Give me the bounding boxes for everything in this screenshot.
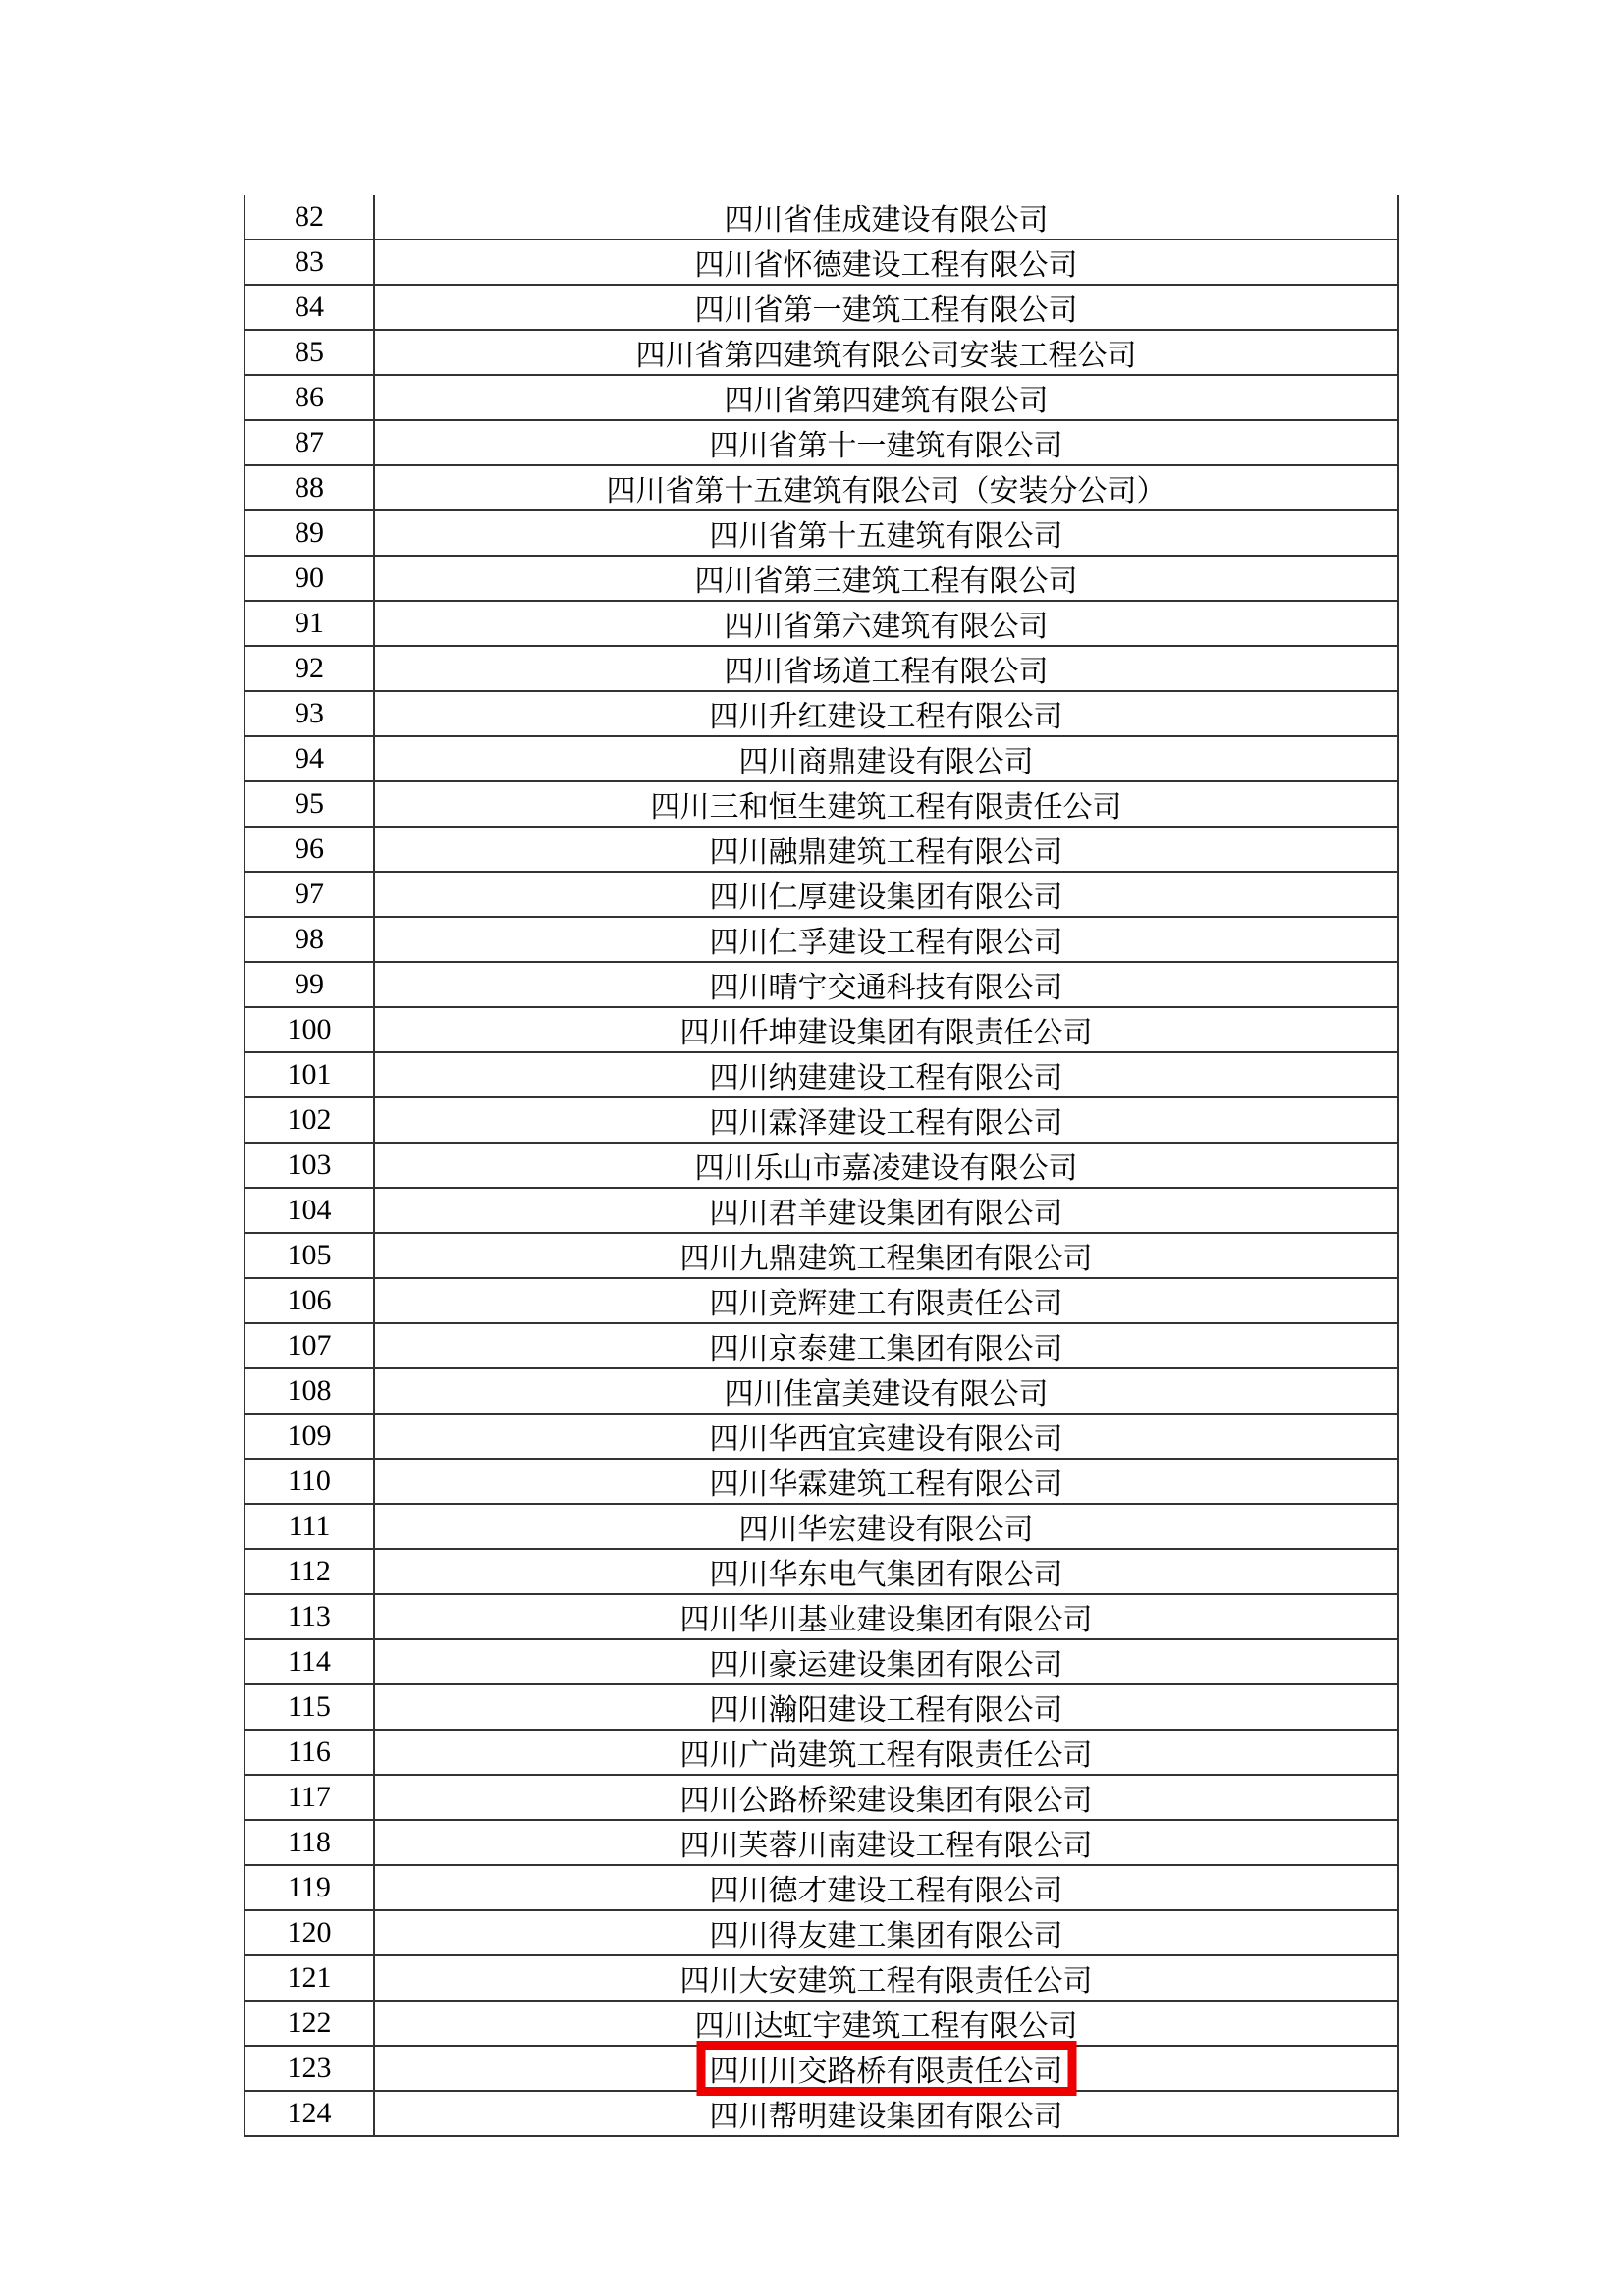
row-number-cell: 111	[244, 1505, 375, 1548]
company-name-text: 四川三和恒生建筑工程有限责任公司	[650, 791, 1122, 824]
row-number-cell: 100	[244, 1008, 375, 1051]
company-name-cell	[375, 602, 1399, 645]
table-row	[244, 1685, 1399, 1731]
row-number-cell: 84	[244, 286, 375, 329]
company-name-cell	[375, 1369, 1399, 1413]
table-row	[244, 1731, 1399, 1776]
company-name-text: 四川乐山市嘉凌建设有限公司	[694, 1152, 1078, 1185]
company-name-cell	[375, 1776, 1399, 1819]
company-name-cell	[375, 1053, 1399, 1096]
company-name-cell	[375, 240, 1399, 284]
company-name-text: 四川帮明建设集团有限公司	[709, 2101, 1063, 2133]
company-name-cell	[375, 1460, 1399, 1503]
company-name-cell	[375, 1956, 1399, 2000]
row-number-cell: 106	[244, 1279, 375, 1322]
company-name-text: 四川广尚建筑工程有限责任公司	[679, 1739, 1093, 1772]
company-name-text: 四川公路桥梁建设集团有限公司	[679, 1785, 1093, 1817]
table-row	[244, 2047, 1399, 2092]
company-name-text: 四川九鼎建筑工程集团有限公司	[679, 1243, 1093, 1275]
company-name-text: 四川豪运建设集团有限公司	[709, 1649, 1063, 1682]
row-number-cell: 122	[244, 2002, 375, 2045]
row-number-cell: 113	[244, 1595, 375, 1638]
row-number-cell: 107	[244, 1324, 375, 1367]
row-number-cell: 93	[244, 692, 375, 735]
table-row	[244, 918, 1399, 963]
company-name-text: 四川君羊建设集团有限公司	[709, 1198, 1063, 1230]
row-number-cell: 104	[244, 1189, 375, 1232]
table-row	[244, 692, 1399, 737]
company-name-cell	[375, 737, 1399, 780]
company-name-cell	[375, 873, 1399, 916]
table-row	[244, 195, 1399, 240]
row-number-cell: 112	[244, 1550, 375, 1593]
table-row	[244, 602, 1399, 647]
table-row	[244, 963, 1399, 1008]
company-name-text: 四川霖泽建设工程有限公司	[709, 1107, 1063, 1140]
company-name-cell	[375, 2047, 1399, 2090]
table-row	[244, 331, 1399, 376]
table-row	[244, 511, 1399, 557]
company-table	[244, 195, 1399, 2133]
row-number-cell: 92	[244, 647, 375, 690]
company-name-cell	[375, 2092, 1399, 2135]
company-name-cell	[375, 286, 1399, 329]
table-row	[244, 1144, 1399, 1189]
table-row	[244, 1279, 1399, 1324]
table-row	[244, 1234, 1399, 1279]
row-number-cell: 116	[244, 1731, 375, 1774]
table-row	[244, 421, 1399, 466]
table-row	[244, 737, 1399, 782]
company-name-text: 四川华川基业建设集团有限公司	[679, 1604, 1093, 1636]
company-name-text: 四川省场道工程有限公司	[724, 656, 1049, 688]
company-name-text: 四川晴宇交通科技有限公司	[709, 972, 1063, 1004]
row-number-cell: 118	[244, 1821, 375, 1864]
company-name-cell	[375, 557, 1399, 600]
company-name-text: 四川升红建设工程有限公司	[709, 701, 1063, 733]
table-row	[244, 782, 1399, 828]
company-name-cell	[375, 1640, 1399, 1683]
row-number-cell: 90	[244, 557, 375, 600]
table-row	[244, 1776, 1399, 1821]
company-name-cell	[375, 1324, 1399, 1367]
table-row	[244, 1640, 1399, 1685]
row-number-cell: 109	[244, 1415, 375, 1458]
company-name-text: 四川德才建设工程有限公司	[709, 1875, 1063, 1907]
table-row	[244, 1189, 1399, 1234]
company-name-cell	[375, 1234, 1399, 1277]
company-name-cell	[375, 1189, 1399, 1232]
company-name-text: 四川纳建建设工程有限公司	[709, 1062, 1063, 1095]
company-name-cell	[375, 376, 1399, 419]
company-name-cell	[375, 195, 1399, 239]
row-number-cell: 89	[244, 511, 375, 555]
row-number-cell: 94	[244, 737, 375, 780]
row-number-cell: 88	[244, 466, 375, 509]
table-row	[244, 1956, 1399, 2002]
company-name-cell	[375, 1595, 1399, 1638]
row-number-cell: 103	[244, 1144, 375, 1187]
row-number-cell: 121	[244, 1956, 375, 2000]
company-name-cell	[375, 1550, 1399, 1593]
table-row	[244, 647, 1399, 692]
table-row	[244, 2092, 1399, 2137]
table-row	[244, 1911, 1399, 1956]
company-name-text: 四川省第三建筑工程有限公司	[694, 565, 1078, 598]
row-number-cell: 87	[244, 421, 375, 464]
company-name-text: 四川达虹宇建筑工程有限公司	[694, 2010, 1078, 2043]
company-name-cell	[375, 1008, 1399, 1051]
table-row	[244, 557, 1399, 602]
company-name-text: 四川华霖建筑工程有限公司	[709, 1468, 1063, 1501]
row-number-cell: 98	[244, 918, 375, 961]
company-name-text: 四川大安建筑工程有限责任公司	[679, 1965, 1093, 1998]
row-number-cell: 114	[244, 1640, 375, 1683]
company-name-cell	[375, 1144, 1399, 1187]
company-name-text: 四川省第十五建筑有限公司	[709, 520, 1063, 553]
company-name-text: 四川竞辉建工有限责任公司	[709, 1288, 1063, 1320]
table-row	[244, 828, 1399, 873]
company-name-text: 四川省第四建筑有限公司	[724, 385, 1049, 417]
company-name-text: 四川瀚阳建设工程有限公司	[709, 1694, 1063, 1727]
company-name-text: 四川省第四建筑有限公司安装工程公司	[635, 340, 1137, 372]
company-name-cell	[375, 1866, 1399, 1909]
company-name-cell	[375, 421, 1399, 464]
company-name-text: 四川商鼎建设有限公司	[738, 746, 1034, 778]
company-name-cell	[375, 647, 1399, 690]
row-number-cell: 96	[244, 828, 375, 871]
company-name-text: 四川省怀德建设工程有限公司	[694, 249, 1078, 282]
table-row	[244, 1550, 1399, 1595]
row-number-cell: 120	[244, 1911, 375, 1954]
company-name-cell	[375, 511, 1399, 555]
company-name-text: 四川京泰建工集团有限公司	[709, 1333, 1063, 1365]
table-row	[244, 2002, 1399, 2047]
row-number-cell: 95	[244, 782, 375, 826]
table-row	[244, 466, 1399, 511]
row-number-cell: 85	[244, 331, 375, 374]
company-name-cell	[375, 782, 1399, 826]
row-number-cell: 115	[244, 1685, 375, 1729]
company-name-text: 四川省第十一建筑有限公司	[709, 430, 1063, 462]
row-number-cell: 83	[244, 240, 375, 284]
company-name-cell	[375, 828, 1399, 871]
company-name-cell	[375, 963, 1399, 1006]
company-name-text: 四川仁孚建设工程有限公司	[709, 927, 1063, 959]
company-name-cell	[375, 1911, 1399, 1954]
table-row	[244, 1053, 1399, 1098]
company-name-text: 四川省第十五建筑有限公司（安装分公司）	[606, 475, 1166, 507]
company-name-cell	[375, 1731, 1399, 1774]
row-number-cell: 123	[244, 2047, 375, 2090]
table-row	[244, 1098, 1399, 1144]
company-name-cell	[375, 2002, 1399, 2045]
row-number-cell: 97	[244, 873, 375, 916]
company-name-text: 四川省第六建筑有限公司	[724, 611, 1049, 643]
row-number-cell: 105	[244, 1234, 375, 1277]
row-number-cell: 86	[244, 376, 375, 419]
row-number-cell: 119	[244, 1866, 375, 1909]
row-number-cell: 101	[244, 1053, 375, 1096]
table-row	[244, 1595, 1399, 1640]
company-name-cell	[375, 1685, 1399, 1729]
company-name-text: 四川省佳成建设有限公司	[724, 204, 1049, 237]
table-row	[244, 286, 1399, 331]
table-row	[244, 1866, 1399, 1911]
table-row	[244, 1324, 1399, 1369]
company-name-cell	[375, 918, 1399, 961]
company-name-text: 四川芙蓉川南建设工程有限公司	[679, 1830, 1093, 1862]
company-name-text: 四川得友建工集团有限公司	[709, 1920, 1063, 1952]
table-row	[244, 1460, 1399, 1505]
row-number-cell: 117	[244, 1776, 375, 1819]
company-name-cell	[375, 1821, 1399, 1864]
company-name-cell	[375, 1415, 1399, 1458]
company-name-text: 四川华东电气集团有限公司	[709, 1559, 1063, 1591]
row-number-cell: 124	[244, 2092, 375, 2135]
row-number-cell: 91	[244, 602, 375, 645]
table-row	[244, 1505, 1399, 1550]
company-name-cell	[375, 331, 1399, 374]
row-number-cell: 99	[244, 963, 375, 1006]
table-row	[244, 1369, 1399, 1415]
company-name-text: 四川华宏建设有限公司	[738, 1514, 1034, 1546]
company-name-cell	[375, 466, 1399, 509]
table-row	[244, 1415, 1399, 1460]
table-row	[244, 1008, 1399, 1053]
row-number-cell: 110	[244, 1460, 375, 1503]
company-name-text: 四川佳富美建设有限公司	[724, 1378, 1049, 1411]
company-name-cell	[375, 1279, 1399, 1322]
company-name-cell	[375, 1098, 1399, 1142]
table-row	[244, 376, 1399, 421]
table-row	[244, 1821, 1399, 1866]
table-row	[244, 240, 1399, 286]
company-name-text: 四川仟坤建设集团有限责任公司	[679, 1017, 1093, 1049]
company-name-text: 四川融鼎建筑工程有限公司	[709, 836, 1063, 869]
row-number-cell: 108	[244, 1369, 375, 1413]
row-number-cell: 82	[244, 195, 375, 239]
company-name-cell	[375, 1505, 1399, 1548]
row-number-cell: 102	[244, 1098, 375, 1142]
company-name-text: 四川仁厚建设集团有限公司	[709, 881, 1063, 914]
company-name-text: 四川川交路桥有限责任公司	[709, 2056, 1063, 2088]
company-name-text: 四川省第一建筑工程有限公司	[694, 294, 1078, 327]
table-row	[244, 873, 1399, 918]
company-name-cell	[375, 692, 1399, 735]
company-name-text: 四川华西宜宾建设有限公司	[709, 1423, 1063, 1456]
